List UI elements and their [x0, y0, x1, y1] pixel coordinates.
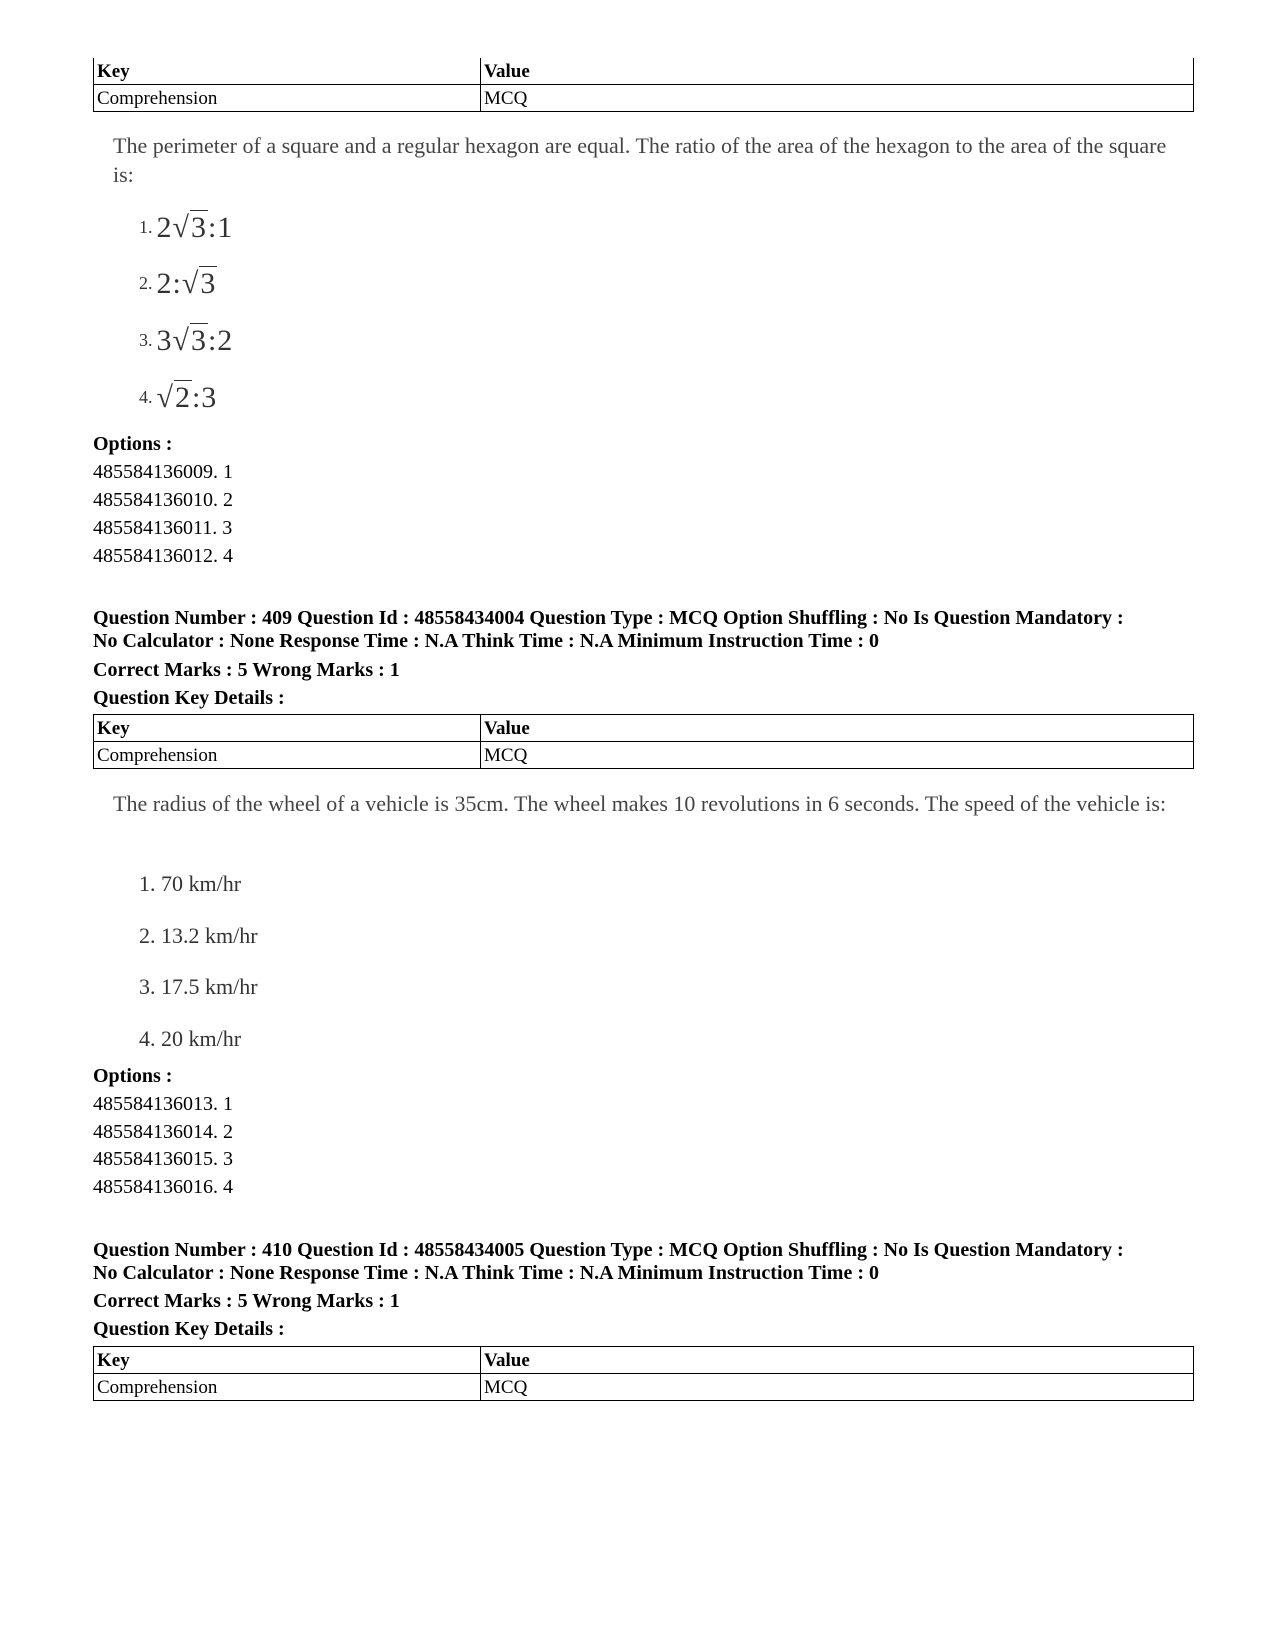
cell-value: MCQ	[481, 85, 1194, 112]
table-row	[94, 1374, 1194, 1401]
header-value: Value	[481, 58, 1194, 85]
question-image	[113, 789, 1173, 1059]
option-line: 485584136013. 1	[93, 1093, 233, 1115]
table-header-row	[94, 58, 1194, 85]
table-row	[94, 742, 1194, 769]
table-header-row	[94, 715, 1194, 742]
key-details-label: Question Key Details :	[93, 687, 285, 709]
choice-item: 4. 20 km/hr	[139, 1026, 242, 1051]
header-key: Key	[94, 58, 481, 85]
cell-value: MCQ	[481, 742, 1194, 769]
question-key-table	[93, 714, 1194, 769]
question-meta: Question Number : 410 Question Id : 48558434005 Question Type : MCQ Option Shuffling : No Is Question Mandatory : No Calculator : None Response Time : N.A Think Time : N.A Minimum Instruction Time : 0	[93, 1239, 1124, 1284]
cell-key: Comprehension	[94, 742, 481, 769]
table-row	[94, 85, 1194, 112]
question-key-table	[93, 1346, 1194, 1401]
choice-item: 1. 70 km/hr	[139, 871, 242, 896]
question-key-table	[93, 58, 1194, 112]
options-label: Options :	[93, 433, 173, 455]
cell-key: Comprehension	[94, 85, 481, 112]
cell-value: MCQ	[481, 1374, 1194, 1401]
header-value: Value	[481, 715, 1194, 742]
table-header-row	[94, 1347, 1194, 1374]
question-text: The radius of the wheel of a vehicle is 35cm. The wheel makes 10 revolutions in 6 seconds. The speed of the vehicle is:	[113, 791, 1167, 816]
choice-item: 2. 13.2 km/hr	[139, 923, 258, 948]
question-meta: Question Number : 409 Question Id : 48558434004 Question Type : MCQ Option Shuffling : No Is Question Mandatory : No Calculator : None Response Time : N.A Think Time : N.A Minimum Instruction Time : 0	[93, 607, 1124, 652]
question-text: The perimeter of a square and a regular hexagon are equal. The ratio of the area of the hexagon to the area of the square is:	[113, 133, 1167, 187]
choice-item: $^{1.}$ 2√3:1	[139, 211, 234, 244]
option-line: 485584136009. 1	[93, 461, 233, 483]
header-key: Key	[94, 1347, 481, 1374]
option-line: 485584136011. 3	[93, 517, 233, 539]
option-line: 485584136012. 4	[93, 545, 233, 567]
question-image	[113, 131, 1173, 426]
option-line: 485584136010. 2	[93, 489, 233, 511]
choice-item: 3. 17.5 km/hr	[139, 974, 258, 999]
cell-key: Comprehension	[94, 1374, 481, 1401]
key-details-label: Question Key Details :	[93, 1318, 285, 1340]
choice-item: $^{4.}$ √2:3	[139, 381, 218, 414]
header-value: Value	[481, 1347, 1194, 1374]
options-label: Options :	[93, 1065, 173, 1087]
marks-line: Correct Marks : 5 Wrong Marks : 1	[93, 1290, 400, 1312]
choice-item: $^{2.}$ 2:√3	[139, 267, 217, 300]
option-line: 485584136014. 2	[93, 1121, 233, 1143]
option-line: 485584136015. 3	[93, 1148, 233, 1170]
option-line: 485584136016. 4	[93, 1176, 233, 1198]
choice-item: $^{3.}$ 3√3:2	[139, 324, 234, 357]
marks-line: Correct Marks : 5 Wrong Marks : 1	[93, 659, 400, 681]
header-key: Key	[94, 715, 481, 742]
